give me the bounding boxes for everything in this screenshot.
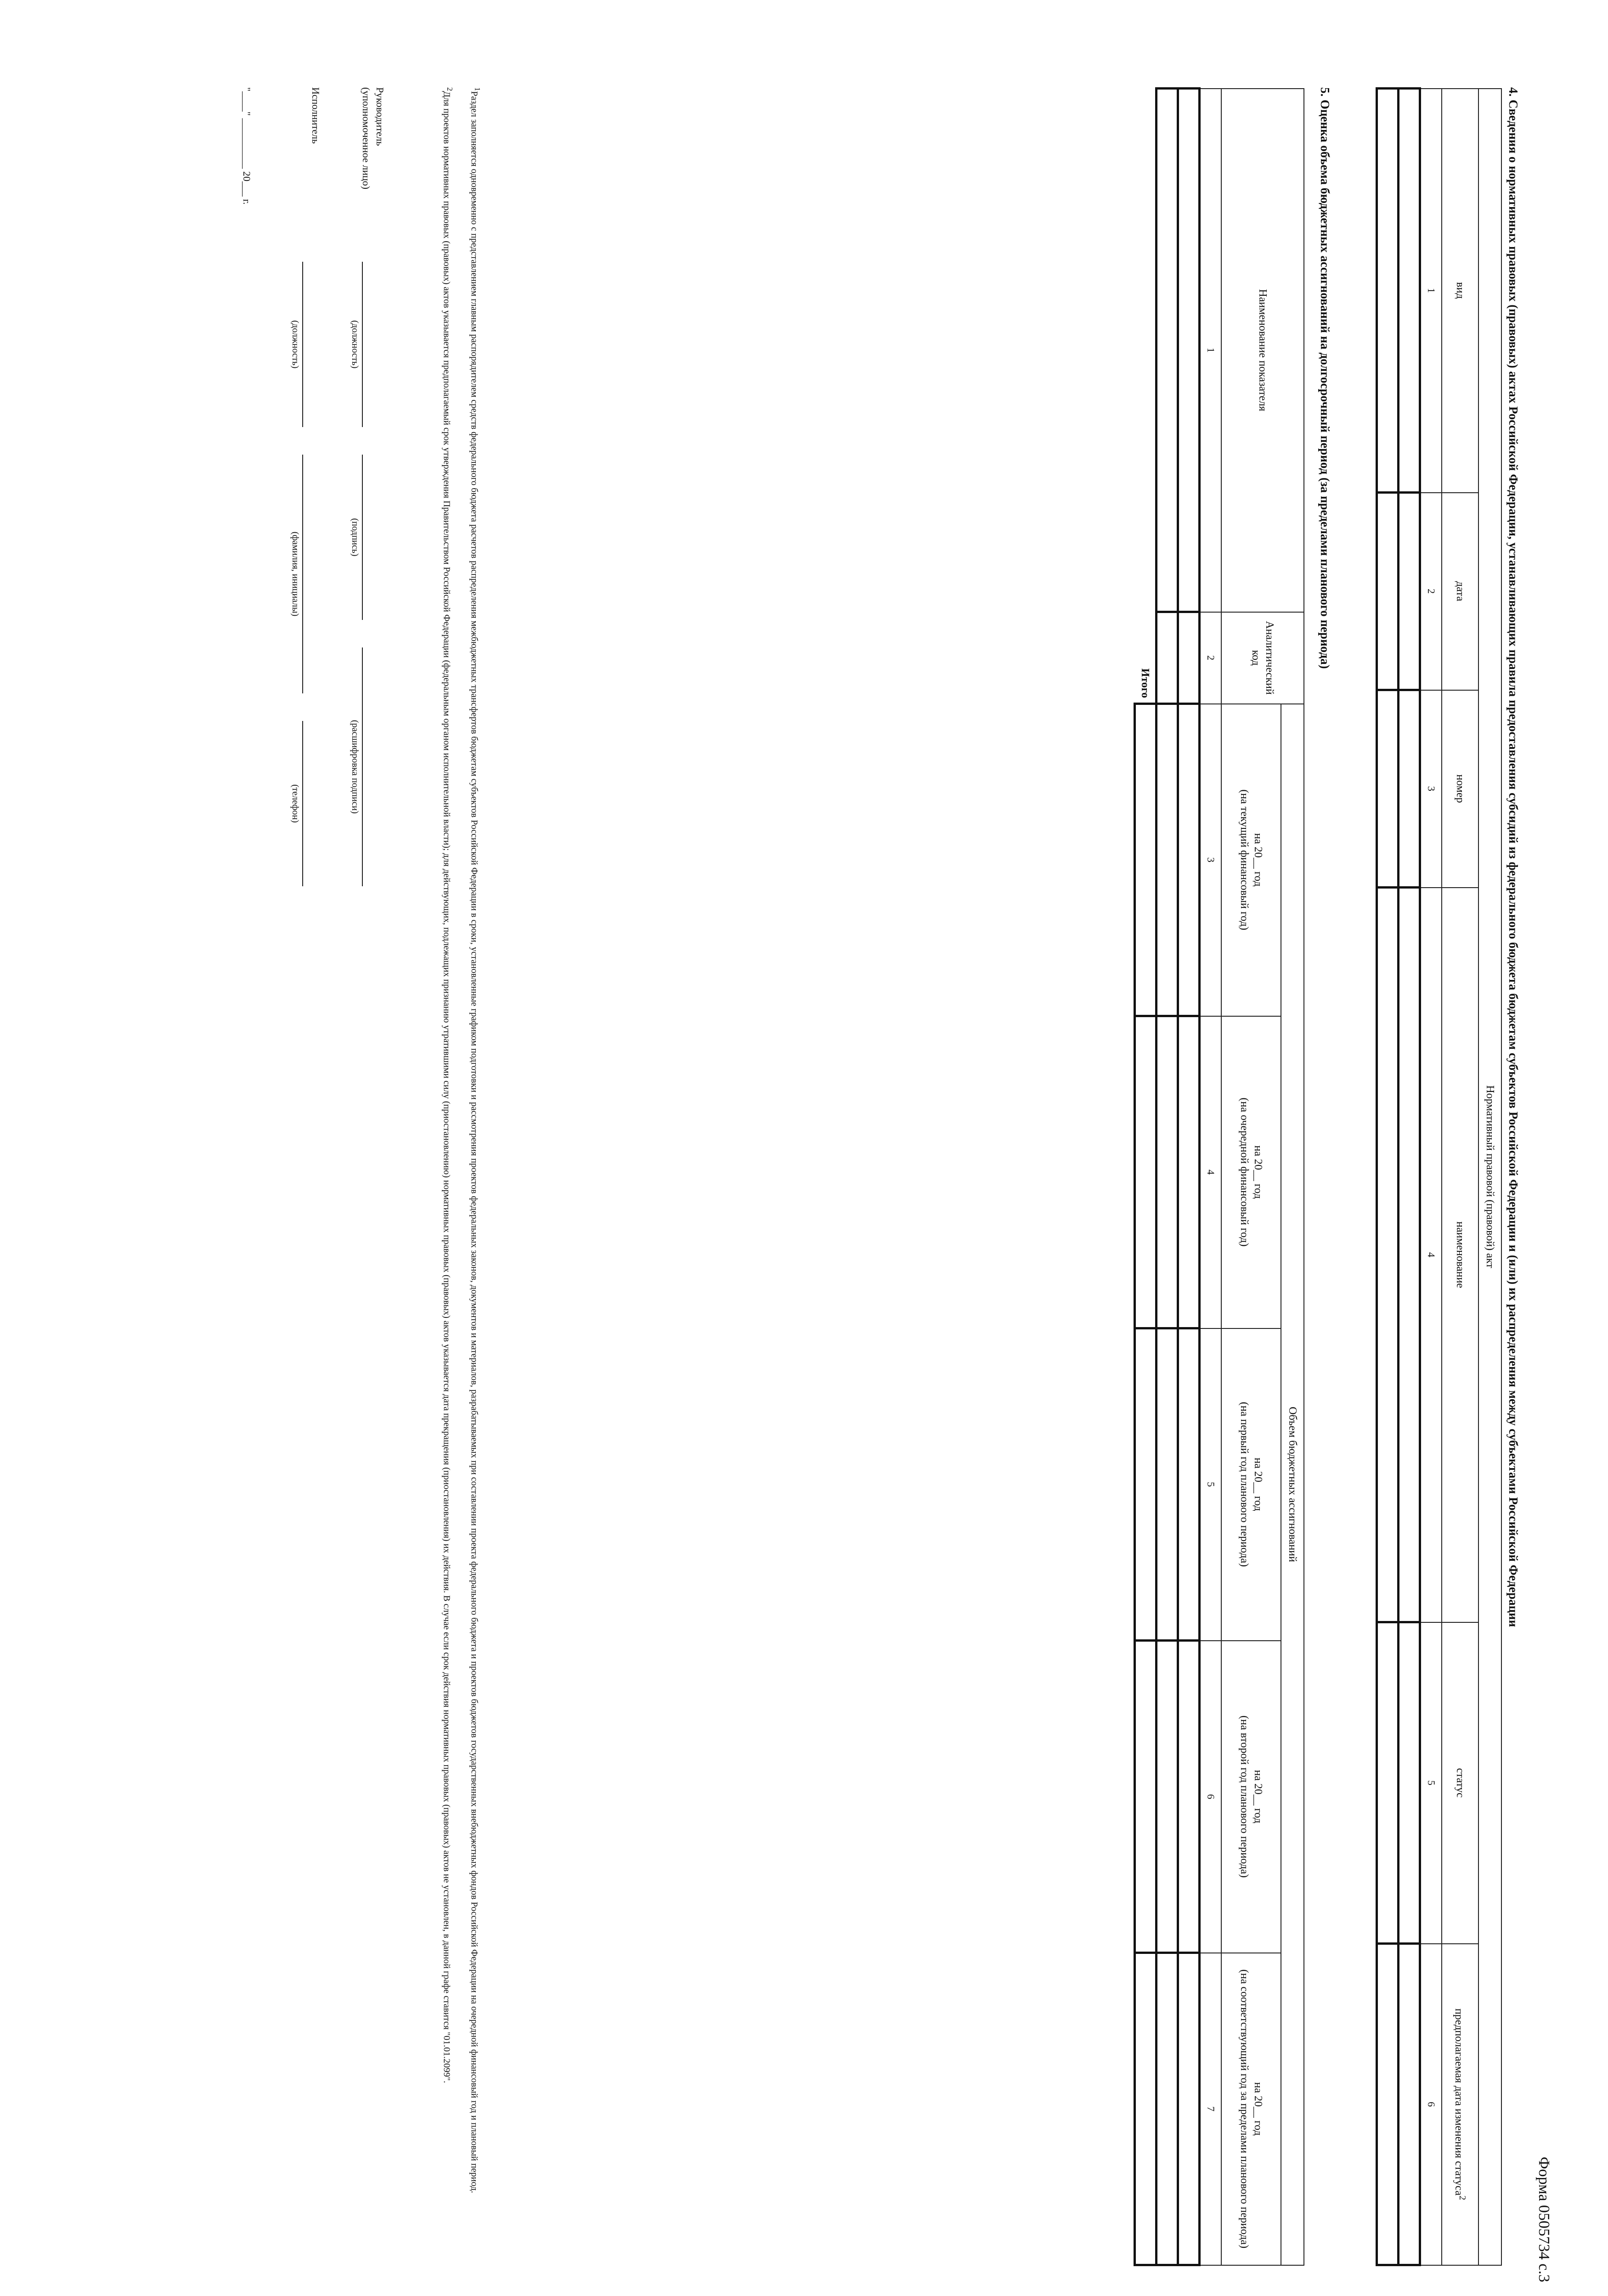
head-sublabel: (уполномоченное лицо) [361,87,372,190]
s5-cell[interactable] [1178,704,1200,1016]
section4-title: 4. Сведения о нормативных правовых (правовых) актах Российской Федерации, устанавливающих правила предоставления субсидий из федерального бюджета бюджетам субъектов Российской Федерации и (или) их распределения между субъектами Российской Федерации [1506,87,1520,1627]
s4-cell[interactable] [1377,89,1399,493]
s4-cell[interactable] [1377,690,1399,888]
s5-year-line: на 20__ год [1252,1458,1264,1511]
s5-num-1: 1 [1200,89,1222,612]
s4-cell[interactable] [1399,493,1420,690]
s5-cell[interactable] [1157,1328,1178,1641]
s4-col-change-date [1442,1944,1478,2265]
s5-cell[interactable] [1178,89,1200,612]
s5-col-year-beyond [1221,1953,1281,2265]
s5-num-3: 3 [1200,704,1222,1016]
s5-year-line: на 20__ год [1252,2082,1264,2136]
s4-col-status: статус [1442,1622,1478,1944]
s5-col-name: Наименование показателя [1221,89,1304,612]
s5-year-sub: (на первый год планового периода) [1238,1401,1250,1567]
footnote-2-text: Для проектов нормативных правовых (правовых) актов указывается предполагаемый срок утверждения Правительством Российской Федерации (федеральным органом исполнительной власти); для действующих, подлежащих признанию утратившими силу (приостановлению) нормативных правовых (правовых) актов указывается дата прекращения (приостановления) их действия. В случае если срок действия нормативных правовых (правовых) актов не установлен, в данной графе ставится "01.01.2099". [441,91,452,2083]
s5-cell[interactable] [1178,1641,1200,1953]
s5-cell[interactable] [1157,612,1178,704]
s5-col-code: Аналитический код [1221,612,1304,704]
head-position-line[interactable] [362,262,363,427]
s4-col-change-date-label: предполагаемая дата изменения статуса [1453,2008,1465,2196]
s4-cell[interactable] [1377,1944,1399,2265]
section5-table [1134,87,1304,2266]
s5-year-line: на 20__ год [1252,1145,1264,1199]
s5-year-sub: (на очередной финансовый год) [1238,1097,1250,1247]
s5-year-line: на 20__ год [1252,1770,1264,1823]
s5-num-2: 2 [1200,612,1222,704]
s5-col-year-plan1 [1221,1328,1281,1641]
s4-cell[interactable] [1399,1944,1420,2265]
s5-col-year-plan2 [1221,1641,1281,1953]
s5-year-line: на 20__ год [1252,833,1264,887]
s5-cell[interactable] [1178,612,1200,704]
s5-total-cell[interactable] [1135,1328,1157,1641]
section4-table [1376,87,1502,2266]
section5-title: 5. Оценка объема бюджетных ассигнований на долгосрочный период (за пределами планового периода) [1318,87,1332,669]
s5-col-year-next [1221,1016,1281,1328]
s5-year-sub: (на второй год планового периода) [1238,1715,1250,1878]
s5-year-sub: (на соответствующий год за пределами планового периода) [1238,1969,1250,2249]
s5-total-cell[interactable] [1135,1641,1157,1953]
head-cap-name: (расшифровка подписи) [350,720,360,814]
exec-cap-name: (фамилия, инициалы) [290,531,300,617]
s4-col-number: номер [1442,690,1478,888]
s4-col-vid: вид [1442,89,1478,493]
s5-num-4: 4 [1200,1016,1222,1328]
head-name-line[interactable] [362,647,363,886]
s4-num-4: 4 [1420,888,1442,1622]
head-cap-signature: (подпись) [350,518,360,557]
s5-total-cell[interactable] [1135,704,1157,1016]
exec-cap-phone: (телефон) [290,784,300,823]
s5-cell[interactable] [1157,1016,1178,1328]
s5-num-5: 5 [1200,1328,1222,1641]
date-line[interactable]: "____" __________ 20___ г. [241,87,253,205]
s4-data-row [1377,89,1399,2265]
s5-cell[interactable] [1157,1641,1178,1953]
s4-col-name: наименование [1442,888,1478,1622]
form-label: Форма 0505734 с.3 [1535,2156,1552,2282]
s5-total-label: Итого [1139,668,1151,698]
exec-position-line[interactable] [302,262,303,427]
s5-total-cell[interactable] [1135,1953,1157,2265]
s5-cell[interactable] [1157,89,1178,612]
footnote-1 [468,87,482,2245]
s4-data-row [1399,89,1420,2265]
s5-cell[interactable] [1178,1953,1200,2265]
s5-data-row [1157,89,1178,2265]
footnote-1-text: Раздел заполняется одновременно с представлением главным распорядителем средств федерального бюджета расчетов распределения межбюджетных трансфертов бюджетам субъектов Российской Федерации в сроки, установленные графиком подготовки и рассмотрения проектов федеральных законов, документов и материалов, разрабатываемых при составлении проекта федерального бюджета и проектов бюджетов государственных внебюджетных фондов Российской Федерации на очередной финансовый год и плановый период. [469,91,480,2193]
s5-year-sub: (на текущий финансовый год) [1238,789,1250,930]
s4-num-6: 6 [1420,1944,1442,2265]
exec-cap-position: (должность) [290,320,300,369]
s4-footnote-2-ref: 2 [1457,2195,1468,2200]
s4-cell[interactable] [1399,1622,1420,1944]
head-cap-position: (должность) [350,320,360,369]
exec-name-line[interactable] [302,455,303,693]
s4-cell[interactable] [1399,888,1420,1622]
s5-total-row [1135,89,1157,2265]
s5-cell[interactable] [1178,1328,1200,1641]
exec-label: Исполнитель [310,87,322,144]
footnote-2 [440,87,455,2245]
s5-col-year-current [1221,704,1281,1016]
head-signature-line[interactable] [362,455,363,620]
footnote-2-mark: 2 [446,87,454,91]
s4-cell[interactable] [1377,493,1399,690]
s5-total-cell[interactable] [1135,1016,1157,1328]
head-label: Руководитель [374,87,386,146]
s4-cell[interactable] [1399,89,1420,493]
s4-num-2: 2 [1420,493,1442,690]
s5-num-6: 6 [1200,1641,1222,1953]
s4-cell[interactable] [1377,1622,1399,1944]
s5-cell[interactable] [1157,1953,1178,2265]
s5-group-header: Объем бюджетных ассигнований [1281,704,1304,2265]
s5-data-row [1178,89,1200,2265]
s4-col-date: дата [1442,493,1478,690]
exec-phone-line[interactable] [302,721,303,886]
s4-num-5: 5 [1420,1622,1442,1944]
s4-cell[interactable] [1399,690,1420,888]
s4-cell[interactable] [1377,888,1399,1622]
s4-group-header: Нормативный правовой (правовой) акт [1478,89,1501,2265]
s5-cell[interactable] [1157,704,1178,1016]
rotated-form [60,87,1552,2282]
s4-num-1: 1 [1420,89,1442,493]
s5-num-7: 7 [1200,1953,1222,2265]
footnote-1-mark: 1 [473,87,482,91]
s4-num-3: 3 [1420,690,1442,888]
s5-cell[interactable] [1178,1016,1200,1328]
